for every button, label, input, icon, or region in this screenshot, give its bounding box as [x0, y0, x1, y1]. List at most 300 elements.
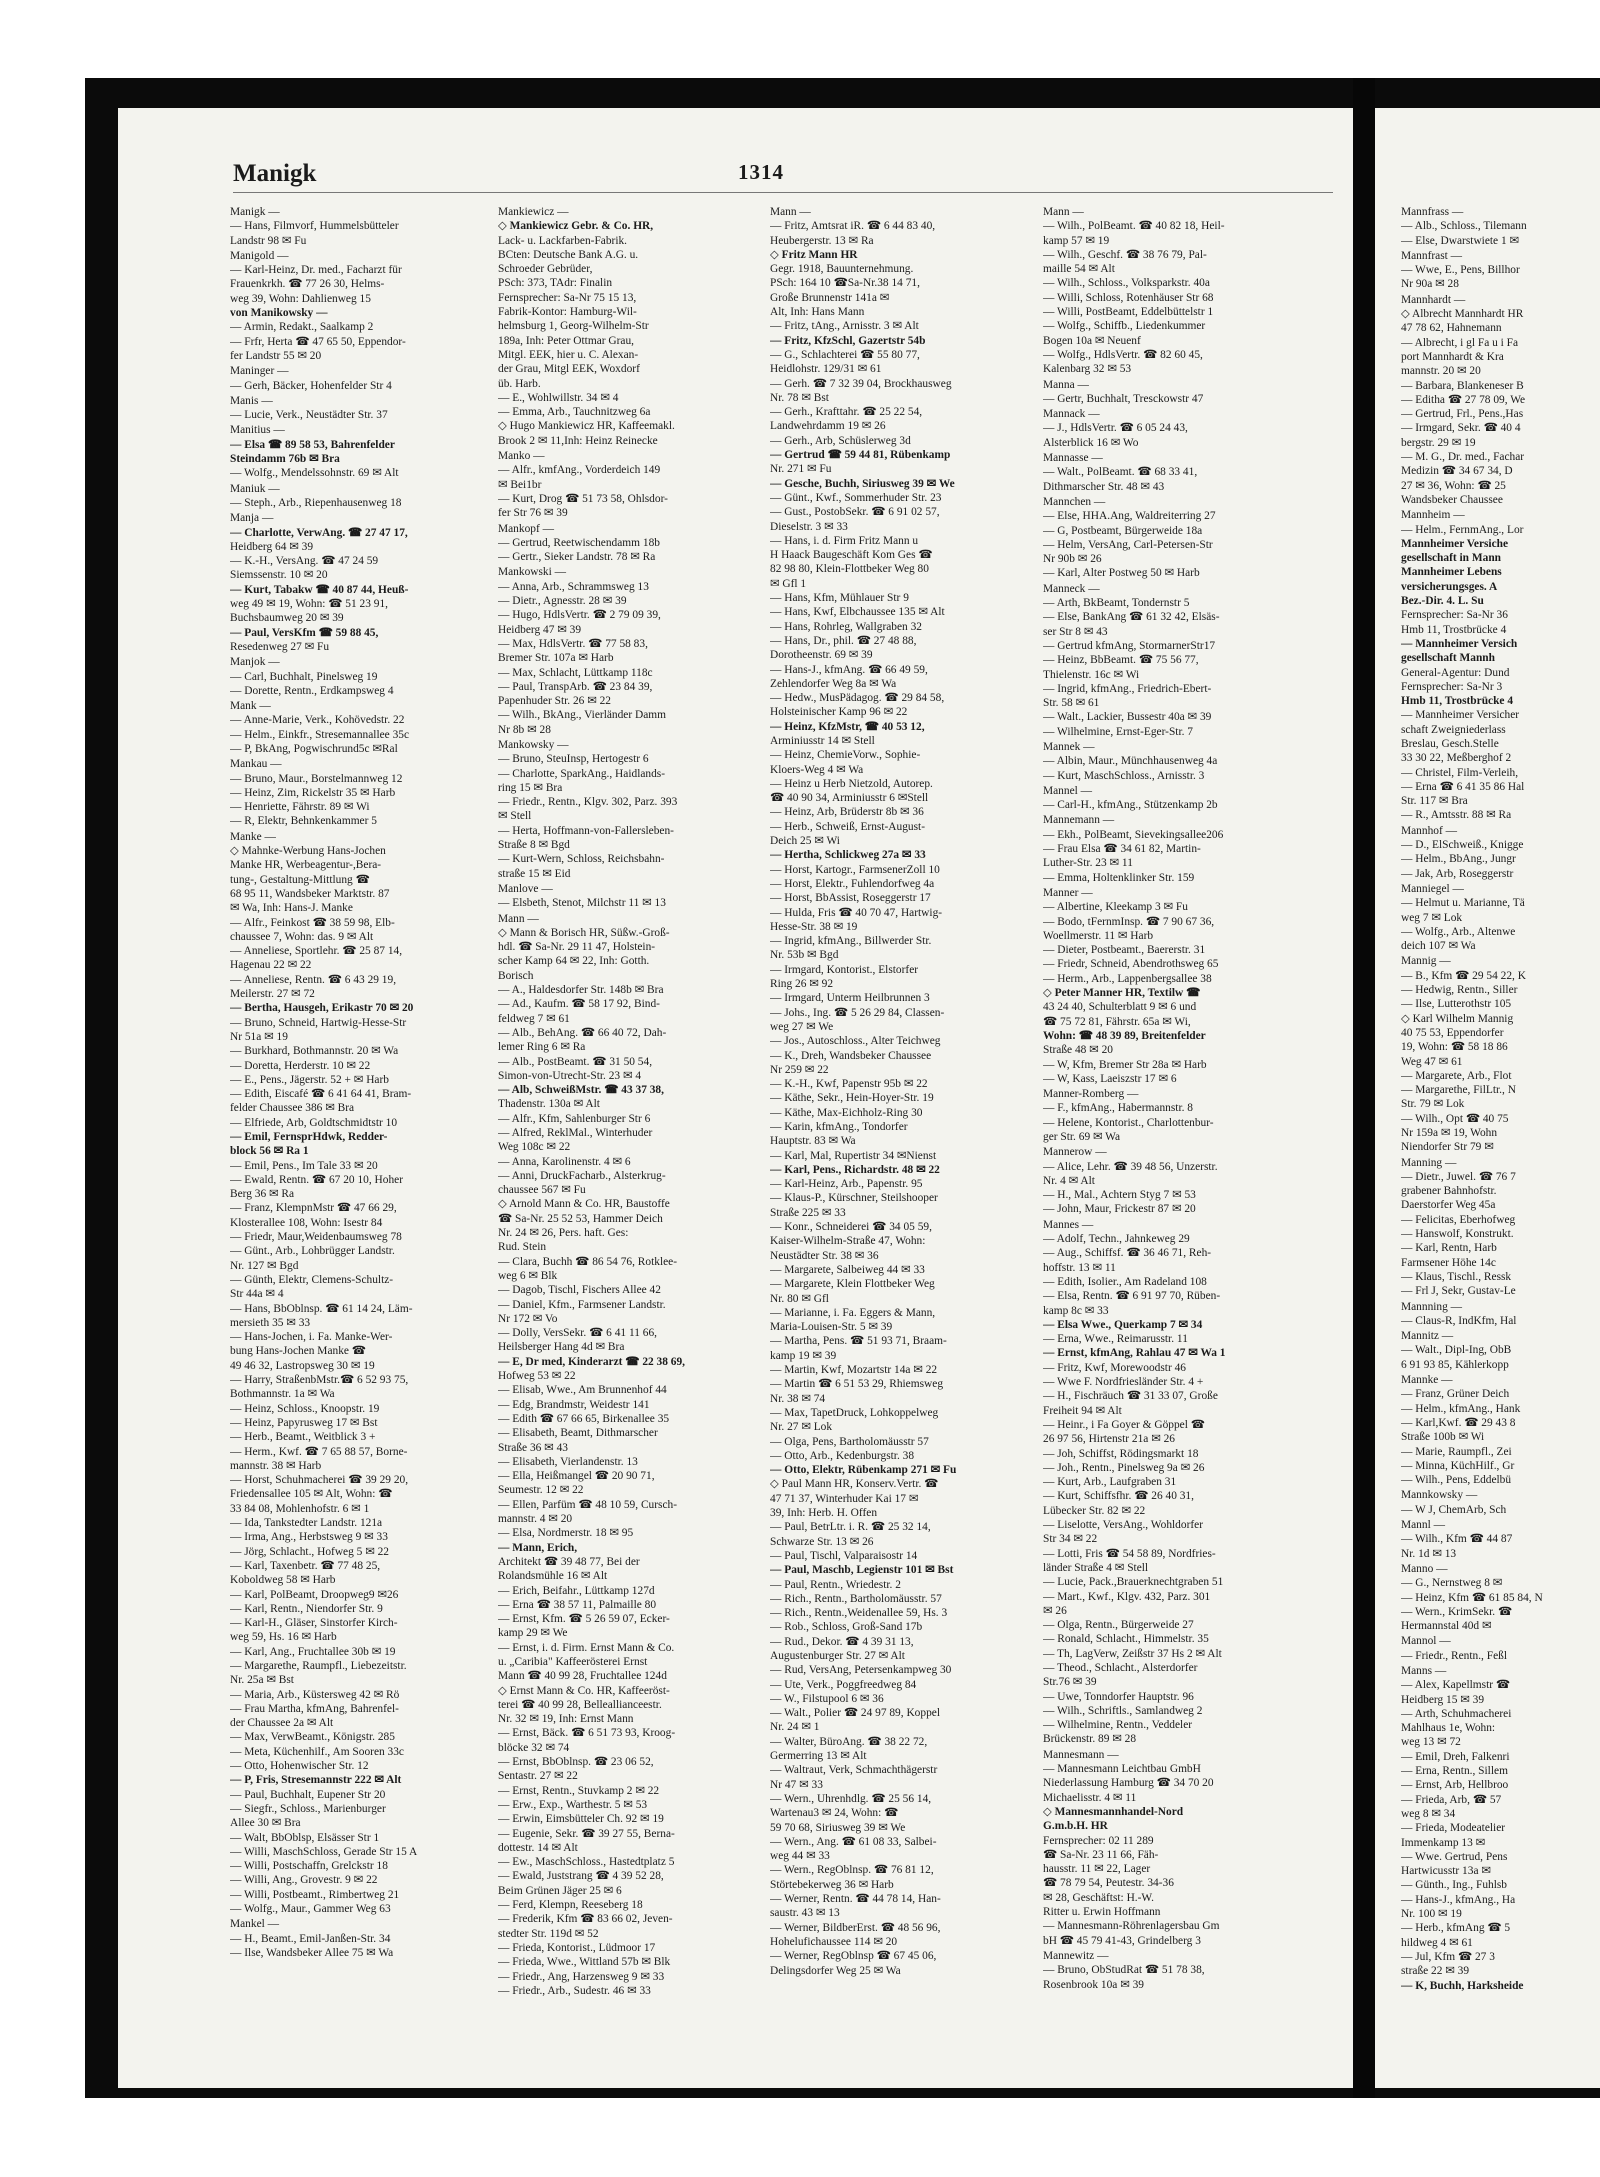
directory-entry: — Werner, Rentn. ☎ 44 78 14, Han- — [770, 1893, 941, 1906]
directory-entry: — Theod., Schlacht., Alsterdorfer — [1043, 1661, 1198, 1674]
directory-entry: Nr. 25a ✉ Bst — [230, 1674, 294, 1687]
directory-entry: — Mann, Erich, — [498, 1541, 578, 1554]
directory-entry: Luther-Str. 23 ✉ 11 — [1043, 857, 1133, 870]
directory-entry: — Heinz, BbBeamt. ☎ 75 56 77, — [1043, 654, 1199, 667]
directory-entry: — Friedr., Rentn., Klgv. 302, Parz. 393 — [498, 796, 678, 809]
directory-entry: — J., HdlsVertr. ☎ 6 05 24 43, — [1043, 422, 1188, 435]
directory-entry: chaussee 567 ✉ Fu — [498, 1184, 586, 1197]
directory-entry: — K.-H., Kwf, Papenstr 95b ✉ 22 — [770, 1078, 928, 1091]
directory-entry: Nr. 53b ✉ Bgd — [770, 949, 839, 962]
directory-entry: — Horst, BbAssist, Roseggerstr 17 — [770, 892, 931, 905]
directory-entry: gesellschaft in Mann — [1401, 552, 1501, 565]
directory-entry: — W J, ChemArb, Sch — [1401, 1503, 1507, 1516]
directory-entry: — Alfred, ReklMal., Winterhuder — [498, 1127, 653, 1139]
directory-entry: — Rob., Schloss, Groß-Sand 17b — [770, 1621, 923, 1634]
directory-entry: — Ellen, Parfüm ☎ 48 10 59, Cursch- — [498, 1498, 678, 1511]
directory-entry: — Dietr., Juwel. ☎ 76 7 — [1401, 1170, 1516, 1183]
directory-entry: — Irmgard, Sekr. ☎ 40 4 — [1401, 422, 1521, 435]
directory-entry: — Max, VerwBeamt., Königstr. 285 — [230, 1731, 395, 1744]
directory-entry: Bez.-Dir. 4. L. Su — [1401, 595, 1484, 608]
directory-entry: — Hulda, Fris ☎ 40 70 47, Hartwig- — [770, 906, 943, 919]
surname-heading: Mann — — [770, 206, 811, 218]
running-head-name: Manigk — [233, 160, 317, 187]
directory-entry: — Ernst, Bäck. ☎ 6 51 73 93, Kroog- — [498, 1727, 676, 1740]
directory-entry: — Gertrud, Reetwischendamm 18b — [498, 536, 660, 549]
surname-heading: Mannfrass — — [1401, 206, 1464, 218]
directory-entry: — Albin, Maur., Münchhausenweg 4a — [1043, 755, 1218, 768]
directory-entry: — Wilh., Pens, Eddelbü — [1401, 1474, 1512, 1487]
directory-entry: — Erna ☎ 6 41 35 86 Hal — [1401, 780, 1525, 793]
directory-entry: — Herta, Hoffmann-von-Fallersleben- — [498, 824, 674, 837]
directory-entry: — Irmgard, Kontorist., Elstorfer — [770, 963, 919, 976]
directory-entry: — Wolfg., Schiffb., Liedenkummer — [1043, 320, 1206, 333]
directory-entry: — Barbara, Blankeneser B — [1401, 379, 1524, 392]
directory-entry: saustr. 43 ✉ 13 — [770, 1907, 840, 1920]
directory-entry: Fernsprecher: Sa-Nr 36 — [1401, 609, 1508, 622]
directory-entry: gesellschaft Mannh — [1401, 652, 1495, 665]
directory-entry: — Heinr., i Fa Goyer & Göppel ☎ — [1043, 1418, 1205, 1431]
surname-heading: Mannitz — — [1401, 1330, 1454, 1343]
directory-entry: — Aug., Schiffsf. ☎ 36 46 71, Reh- — [1043, 1247, 1212, 1260]
directory-entry: — Frieda, Kontorist., Lüdmoor 17 — [498, 1941, 656, 1954]
directory-entry: — Wolfg., Mendelssohnstr. 69 ✉ Alt — [230, 467, 399, 480]
column-1 — [230, 204, 492, 2084]
directory-entry: — Ute, Verk., Poggfreedweg 84 — [770, 1678, 917, 1691]
directory-entry: — Emma, Arb., Tauchnitzweg 6a — [498, 406, 651, 419]
surname-heading: Mannning — — [1401, 1300, 1463, 1313]
directory-entry: Fernsprecher: Sa-Nr 75 15 13, — [498, 291, 637, 304]
directory-entry: — Martha, Pens. ☎ 51 93 71, Braam- — [770, 1335, 947, 1348]
surname-heading: Maninger — — [230, 365, 289, 378]
directory-entry: — Martin, Kwf, Mozartstr 14a ✉ 22 — [770, 1364, 938, 1377]
directory-entry: — Hanswolf, Konstrukt. — [1401, 1228, 1514, 1241]
surname-heading: Manigold — — [230, 249, 289, 262]
surname-heading: Manneck — — [1043, 582, 1100, 595]
directory-entry: — Herb., kfmAng ☎ 5 — [1401, 1922, 1511, 1935]
directory-entry: Thielenstr. 16c ✉ Wi — [1043, 668, 1140, 681]
directory-entry: Germerring 13 ✉ Alt — [770, 1750, 867, 1763]
directory-entry: — Max, Schlacht, Lüttkamp 118c — [498, 666, 653, 679]
directory-entry: Daerstorfer Weg 45a — [1401, 1199, 1496, 1212]
directory-entry: — Bodo, tFernmInsp. ☎ 7 90 67 36, — [1043, 915, 1215, 928]
directory-entry: — Karl, Rentn., Niendorfer Str. 9 — [230, 1602, 383, 1615]
directory-entry: Nr. 1d ✉ 13 — [1401, 1547, 1457, 1560]
directory-entry: Brook 2 ✉ 11,Inh: Heinz Reinecke — [498, 434, 658, 447]
directory-entry: — K.-H., VersAng. ☎ 47 24 59 — [230, 555, 379, 568]
directory-entry: — Wwe F. Nordfriesländer Str. 4 + — [1043, 1376, 1204, 1389]
directory-entry: Schwarze Str. 13 ✉ 26 — [770, 1535, 874, 1548]
directory-entry: — Bruno, SteuInsp, Hertogestr 6 — [498, 753, 649, 766]
directory-entry: Nr. 27 ✉ Lok — [770, 1421, 833, 1434]
directory-entry: — Otto, Arb., Kedenburgstr. 38 — [770, 1449, 915, 1462]
directory-entry: Bogen 10a ✉ Neuenf — [1043, 334, 1141, 347]
directory-entry: — Karl, Mal, Rupertistr 34 ✉Nienst — [770, 1149, 937, 1162]
directory-entry: — Ella, Heißmangel ☎ 20 90 71, — [498, 1470, 655, 1483]
directory-entry: Dorotheenstr. 69 ✉ 39 — [770, 649, 873, 662]
directory-entry: Augustenburger Str. 27 ✉ Alt — [770, 1649, 905, 1662]
directory-entry: Resedenweg 27 ✉ Fu — [230, 640, 330, 653]
directory-entry: — Adolf, Techn., Jahnkeweg 29 — [1043, 1233, 1190, 1246]
directory-entry: — Herm., Arb., Lappenbergsallee 38 — [1043, 972, 1212, 985]
directory-entry: 39, Inh: Herb. H. Offen — [770, 1507, 878, 1520]
directory-entry: Holsteinischer Kamp 96 ✉ 22 — [770, 706, 908, 719]
directory-entry: — Margarete, Arb., Flot — [1401, 1069, 1512, 1082]
directory-entry: Nr. 100 ✉ 19 — [1401, 1908, 1462, 1921]
directory-entry: — Kurt, MaschSchloss., Arnisstr. 3 — [1043, 769, 1205, 782]
directory-entry: kamp 19 ✉ 39 — [770, 1349, 837, 1362]
directory-entry: — Hertha, Schlickweg 27a ✉ 33 — [770, 849, 926, 862]
directory-entry: weg 49 ✉ 19, Wohn: ☎ 51 23 91, — [230, 598, 389, 611]
directory-entry: — Ew., MaschSchloss., Hastedtplatz 5 — [498, 1856, 675, 1869]
directory-entry: — Siegfr., Schloss., Marienburger — [230, 1802, 386, 1815]
directory-entry: Nr. 38 ✉ 74 — [770, 1392, 826, 1405]
directory-entry: schaft Zweigniederlass — [1401, 723, 1506, 736]
directory-entry: Mahlhaus 1e, Wohn: — [1401, 1722, 1496, 1735]
directory-entry: — Frieda, Arb, ☎ 57 — [1401, 1793, 1502, 1806]
directory-entry: — W, Kass, Laeiszstr 17 ✉ 6 — [1043, 1072, 1177, 1085]
directory-entry: kamp 29 ✉ We — [498, 1627, 568, 1640]
directory-entry: — Daniel, Kfm., Farmsener Landstr. — [498, 1298, 666, 1311]
directory-entry: ◇ Hugo Mankiewicz HR, Kaffeemakl. — [498, 420, 675, 433]
directory-entry: tung-, Gestaltung-Mittlung ☎ — [230, 873, 370, 886]
directory-entry: — Anni, DruckFacharb., Alsterkrug- — [498, 1169, 666, 1182]
directory-entry: — Erna, Wwe., Reimarusstr. 11 — [1043, 1333, 1188, 1346]
directory-entry: — Fritz, KfzSchl, Gazertstr 54b — [770, 334, 926, 347]
directory-entry: Buchsbaumweg 20 ✉ 39 — [230, 612, 344, 625]
directory-entry: — Charlotte, VerwAng. ☎ 27 47 17, — [230, 526, 408, 539]
directory-entry: — Herb., Schweiß, Ernst-August- — [770, 820, 926, 833]
directory-entry: — Karl, Pens., Richardstr. 48 ✉ 22 — [770, 1163, 940, 1176]
directory-entry: ◇ Peter Manner HR, Textilw ☎ — [1043, 987, 1201, 1000]
surname-heading: Maniuk — — [230, 482, 280, 495]
directory-entry: — Alfr., kmfAng., Vorderdeich 149 — [498, 464, 661, 477]
directory-entry: Michaelisstr. 4 ✉ 11 — [1043, 1791, 1137, 1804]
directory-entry: — Dagob, Tischl, Fischers Allee 42 — [498, 1284, 661, 1297]
directory-entry: der Chaussee 2a ✉ Alt — [230, 1717, 334, 1730]
directory-entry: — Hans, Kwf, Elbchaussee 135 ✉ Alt — [770, 606, 945, 619]
header-rule — [233, 192, 1333, 193]
directory-entry: 47 78 62, Hahnemann — [1401, 322, 1502, 335]
directory-entry: — Gerh. ☎ 7 32 39 04, Brockhausweg — [770, 377, 952, 390]
surname-heading: Manja — — [230, 512, 274, 525]
directory-entry: Nr 159a ✉ 19, Wohn — [1401, 1127, 1498, 1139]
directory-entry: — Hans-J., kfmAng., Ha — [1401, 1893, 1516, 1906]
directory-entry: straße 22 ✉ 39 — [1401, 1965, 1470, 1978]
directory-entry: grabener Bahnhofstr. — [1401, 1185, 1497, 1198]
directory-entry: Maria-Louisen-Str. 5 ✉ 39 — [770, 1321, 893, 1334]
directory-entry: weg 7 ✉ Lok — [1401, 911, 1463, 924]
directory-entry: — H., Beamt., Emil-Janßen-Str. 34 — [230, 1932, 391, 1945]
directory-entry: fer Landstr 55 ✉ 20 — [230, 349, 322, 362]
directory-entry: Str. 58 ✉ 61 — [1043, 697, 1100, 710]
directory-entry: — Emil, Dreh, Falkenri — [1401, 1750, 1510, 1763]
directory-entry: 33 84 08, Mohlenhofstr. 6 ✉ 1 — [230, 1502, 370, 1515]
directory-entry: — Wwe, E., Pens, Billhor — [1401, 264, 1520, 277]
directory-entry: Gegr. 1918, Bauunternehmung. — [770, 263, 914, 276]
page-number: 1314 — [738, 160, 784, 184]
directory-entry: — Ad., Kaufm. ☎ 58 17 92, Bind- — [498, 998, 660, 1011]
directory-entry: — Wilhelmine, Rentn., Veddeler — [1043, 1719, 1193, 1732]
directory-entry: — Heinz, Kfm ☎ 61 85 84, N — [1401, 1591, 1543, 1604]
directory-entry: — Mannesmann-Röhrenlagersbau Gm — [1043, 1920, 1220, 1933]
directory-entry: — Hans-Jochen, i. Fa. Manke-Wer- — [230, 1331, 393, 1344]
directory-entry: Rolandsmühle 16 ✉ Alt — [498, 1570, 608, 1583]
directory-entry: — Carl-H., kfmAng., Stützenkamp 2b — [1043, 799, 1218, 812]
directory-entry: — Felicitas, Eberhofweg — [1401, 1213, 1516, 1226]
directory-entry: — Klaus, Tischl., Ressk — [1401, 1270, 1512, 1283]
directory-entry: — Käthe, Sekr., Hein-Hoyer-Str. 19 — [770, 1092, 934, 1105]
directory-entry: Str. 117 ✉ Bra — [1401, 795, 1468, 808]
directory-entry: — Ferd, Klempn, Reeseberg 18 — [498, 1899, 643, 1912]
directory-entry: — Irma, Ang., Herbstsweg 9 ✉ 33 — [230, 1531, 388, 1544]
directory-entry: Medizin ☎ 34 67 34, D — [1401, 465, 1513, 478]
directory-entry: — Karl, Taxenbetr. ☎ 77 48 25, — [230, 1559, 381, 1572]
directory-entry: — R, Elektr, Behnkenkammer 5 — [230, 815, 377, 828]
directory-entry: — Ernst, kfmAng, Rahlau 47 ✉ Wa 1 — [1043, 1347, 1226, 1360]
directory-entry: ◇ Fritz Mann HR — [770, 248, 858, 261]
directory-entry: Nr. 24 ✉ 26, Pers. haft. Ges: — [498, 1227, 629, 1240]
directory-entry: — Margarethe, Raumpfl., Liebezeitstr. — [230, 1659, 407, 1672]
directory-entry: — Lucie, Pack.,Brauerknechtgraben 51 — [1043, 1576, 1224, 1589]
directory-entry: Straße 225 ✉ 33 — [770, 1206, 846, 1219]
directory-entry: weg 39, Wohn: Dahlienweg 15 — [230, 292, 371, 305]
directory-entry: — Gertrud, Frl., Pens.,Has — [1401, 408, 1524, 421]
directory-entry: — Elisabeth, Beamt, Dithmarscher — [498, 1427, 658, 1440]
directory-entry: — Karl, Alter Postweg 50 ✉ Harb — [1043, 567, 1200, 580]
directory-entry: block 56 ✉ Ra 1 — [230, 1145, 309, 1158]
directory-entry: — Wern., KrimSekr. ☎ — [1401, 1605, 1513, 1618]
directory-entry: — Gerh., Krafttahr. ☎ 25 22 54, — [770, 406, 923, 419]
directory-entry: — Walt, BbOblsp, Elsässer Str 1 — [230, 1831, 380, 1844]
surname-heading: Mannheim — — [1401, 509, 1465, 522]
directory-entry: stedter Str. 119d ✉ 52 — [498, 1927, 599, 1940]
directory-entry: — Rich., Rentn.,Weidenallee 59, Hs. 3 — [770, 1607, 948, 1620]
directory-entry: — Walter, BüroAng. ☎ 38 22 72, — [770, 1735, 928, 1748]
directory-entry: — Kurt-Wern, Schloss, Reichsbahn- — [498, 853, 665, 866]
directory-entry: Landstr 98 ✉ Fu — [230, 234, 307, 247]
directory-entry: — Clara, Buchh ☎ 86 54 76, Rotklee- — [498, 1255, 678, 1268]
directory-entry: Nr. 271 ✉ Fu — [770, 463, 832, 476]
directory-entry: — Wilh., Schloss., Volksparkstr. 40a — [1043, 277, 1210, 290]
directory-entry: — Karl-Heinz, Arb., Papenstr. 95 — [770, 1178, 923, 1191]
surname-heading: Mankau — — [230, 758, 282, 771]
directory-entry: — B., Kfm ☎ 29 54 22, K — [1401, 969, 1526, 982]
directory-entry: — Margarethe, FilLtr., N — [1401, 1084, 1516, 1097]
directory-entry: ◇ Mahnke-Werbung Hans-Jochen — [230, 845, 386, 858]
directory-entry: ◇ Albrecht Mannhardt HR — [1401, 308, 1524, 321]
directory-entry: kamp 8c ✉ 33 — [1043, 1304, 1109, 1317]
directory-entry: Nr. 80 ✉ Gfl — [770, 1292, 829, 1305]
directory-entry: länder Straße 4 ✉ Stell — [1043, 1561, 1149, 1574]
directory-entry: — Günth., Ing., Fuhlsb — [1401, 1879, 1508, 1892]
directory-entry: — Ronald, Schlacht., Himmelstr. 35 — [1043, 1633, 1209, 1646]
directory-entry: — Waltraut, Verk, Schmachthägerstr — [770, 1764, 938, 1777]
directory-entry: Hauptstr. 83 ✉ Wa — [770, 1135, 856, 1148]
directory-entry: Str 44a ✉ 4 — [230, 1288, 284, 1301]
directory-entry: Rosenbrook 10a ✉ 39 — [1043, 1978, 1144, 1991]
directory-entry: — Franz, KlempnMstr ☎ 47 66 29, — [230, 1202, 397, 1215]
directory-entry: — Wern., RegOblnsp. ☎ 76 81 12, — [770, 1864, 934, 1877]
directory-entry: — Claus-R, IndKfm, Hal — [1401, 1314, 1517, 1327]
directory-entry: Heilsberger Hang 4d ✉ Bra — [498, 1341, 625, 1354]
directory-entry: — Else, HHA.Ang, Waldreiterring 27 — [1043, 510, 1216, 523]
directory-entry: Friedensallee 105 ✉ Alt, Wohn: ☎ — [230, 1488, 393, 1501]
directory-entry: Berg 36 ✉ Ra — [230, 1188, 295, 1201]
directory-entry: — Margarete, Salbeiweg 44 ✉ 33 — [770, 1263, 925, 1276]
surname-heading: Mannchen — — [1043, 495, 1106, 508]
directory-entry: — Karl, Rentn, Harb — [1401, 1242, 1497, 1255]
directory-entry: ✉ Wa, Inh: Hans-J. Manke — [230, 902, 353, 915]
directory-entry: ◇ Mankiewicz Gebr. & Co. HR, — [498, 220, 654, 233]
directory-entry: — Horst, Schuhmacherei ☎ 39 29 20, — [230, 1474, 409, 1487]
directory-entry: Farmsener Höhe 14c — [1401, 1256, 1496, 1269]
directory-entry: — Hugo, HdlsVertr. ☎ 2 79 09 39, — [498, 609, 661, 622]
directory-entry: — Werner, RegOblnsp ☎ 67 45 06, — [770, 1950, 937, 1963]
directory-entry: Straße 8 ✉ Bgd — [498, 839, 570, 852]
directory-entry: — Carl, Buchhalt, Pinelsweg 19 — [230, 670, 378, 683]
directory-entry: — Gertr, Buchhalt, Tresckowstr 47 — [1043, 392, 1204, 405]
directory-entry: — Emil, Pens., Im Tale 33 ✉ 20 — [230, 1159, 378, 1172]
directory-entry: Nr 47 ✉ 33 — [770, 1778, 823, 1791]
directory-entry: 68 95 11, Wandsbeker Marktstr. 87 — [230, 887, 390, 900]
directory-entry: Nr 90a ✉ 28 — [1401, 278, 1459, 291]
directory-entry: — Frau Martha, kfmAng, Bahrenfel- — [230, 1702, 399, 1715]
directory-entry: — G., Schlachterei ☎ 55 80 77, — [770, 348, 920, 361]
directory-entry: Arminiusstr 14 ✉ Stell — [770, 734, 875, 747]
directory-entry: — Erich, Beifahr., Lüttkamp 127d — [498, 1584, 655, 1597]
directory-entry: — Mart., Kwf., Klgv. 432, Parz. 301 — [1043, 1590, 1211, 1603]
directory-entry: — Walt., Dipl-Ing, ObB — [1401, 1344, 1512, 1357]
directory-entry: — Helmut u. Marianne, Tä — [1401, 897, 1525, 910]
directory-entry: — Christel, Film-Verleih, — [1401, 766, 1519, 779]
directory-entry: — John, Maur, Frickestr 87 ✉ 20 — [1043, 1203, 1196, 1216]
directory-entry: — Hans, Filmvorf, Hummelsbütteler — [230, 220, 399, 233]
surname-heading: Mannewitz — — [1043, 1949, 1109, 1962]
directory-entry: — Heinz, ChemieVorw., Sophie- — [770, 749, 921, 762]
surname-heading: Mannesmann — — [1043, 1748, 1119, 1761]
directory-entry: weg 6 ✉ Blk — [498, 1269, 558, 1282]
directory-entry: — Edith ☎ 67 66 65, Birkenallee 35 — [498, 1412, 670, 1425]
surname-heading: Mannes — — [1043, 1218, 1094, 1231]
directory-entry: Wartenau3 ✉ 24, Wohn: ☎ — [770, 1807, 899, 1820]
directory-entry: Schroeder Gebrüder, — [498, 263, 593, 276]
directory-entry: — Willi, Ang., Grovestr. 9 ✉ 22 — [230, 1874, 378, 1887]
directory-entry: — Heinz, Arb, Brüderstr 8b ✉ 36 — [770, 806, 924, 819]
directory-entry: — Klaus-P., Kürschner, Steilshooper — [770, 1192, 938, 1205]
directory-entry: üb. Harb. — [498, 377, 541, 390]
directory-entry: Frauenkrkh. ☎ 77 26 30, Helms- — [230, 278, 385, 291]
directory-entry: ser Str 8 ✉ 43 — [1043, 625, 1108, 638]
directory-entry: — Joh, Schiffst, Rödingsmarkt 18 — [1043, 1447, 1199, 1460]
directory-entry: — Helm., Einkfr., Stresemannallee 35c — [230, 728, 410, 741]
directory-entry: — Heinz, KfzMstr, ☎ 40 53 12, — [770, 720, 925, 733]
directory-entry: Lübecker Str. 82 ✉ 22 — [1043, 1504, 1146, 1517]
directory-entry: — Karl-H., Gläser, Sinstorfer Kirch- — [230, 1617, 398, 1630]
surname-heading: Manner-Romberg — — [1043, 1088, 1139, 1101]
directory-entry: Rud. Stein — [498, 1241, 547, 1254]
directory-entry: — Else, BankAng ☎ 61 32 42, Elsäs- — [1043, 611, 1220, 624]
surname-heading: Manniegel — — [1401, 882, 1464, 895]
directory-entry: Hmb 11, Trostbrücke 4 — [1401, 695, 1514, 708]
directory-entry: 27 ✉ 36, Wohn: ☎ 25 — [1401, 479, 1506, 492]
directory-entry: — Marianne, i. Fa. Eggers & Mann, — [770, 1306, 936, 1319]
directory-entry: — Karl-Heinz, Dr. med., Facharzt für — [230, 264, 402, 277]
directory-entry: — G, Postbeamt, Bürgerweide 18a — [1043, 524, 1203, 537]
directory-entry: terei ☎ 40 99 28, Belleallianceestr. — [498, 1698, 662, 1711]
surname-heading: Mankowski — — [498, 566, 567, 579]
directory-entry: ◇ Arnold Mann & Co. HR, Baustoffe — [498, 1198, 670, 1211]
directory-entry: — Ernst, BbOblnsp. ☎ 23 06 52, — [498, 1756, 654, 1769]
directory-entry: hoffstr. 13 ✉ 11 — [1043, 1261, 1116, 1274]
directory-entry: — Friedr., Rentn., Feßl — [1401, 1649, 1507, 1662]
directory-entry: — F., kfmAng., Habermannstr. 8 — [1043, 1102, 1193, 1115]
directory-entry: — Armin, Redakt., Saalkamp 2 — [230, 321, 374, 334]
directory-entry: Hmb 11, Trostbrücke 4 — [1401, 623, 1507, 636]
directory-entry: Straße 100b ✉ Wi — [1401, 1431, 1485, 1444]
directory-entry: 49 46 32, Lastropsweg 30 ✉ 19 — [230, 1359, 375, 1372]
directory-entry: — Wolfg., Arb., Altenwe — [1401, 925, 1516, 938]
directory-entry: — Paul, VersKfm ☎ 59 88 45, — [230, 626, 379, 639]
directory-entry: — Frfr, Herta ☎ 47 65 50, Eppendor- — [230, 335, 406, 348]
surname-heading: Mank — — [230, 700, 271, 713]
directory-entry: — Paul, TranspArb. ☎ 23 84 39, — [498, 680, 653, 693]
directory-entry: Seumestr. 12 ✉ 22 — [498, 1484, 584, 1497]
surname-heading: Manning — — [1401, 1156, 1457, 1169]
directory-entry: — Gertr., Sieker Landstr. 78 ✉ Ra — [498, 551, 656, 564]
directory-entry: — Paul, Buchhalt, Eupener Str 20 — [230, 1788, 386, 1801]
directory-entry: Brückenstr. 89 ✉ 28 — [1043, 1733, 1137, 1746]
directory-entry: ◇ Karl Wilhelm Mannig — [1401, 1012, 1514, 1025]
directory-entry: bH ☎ 45 79 41-43, Grindelberg 3 — [1043, 1934, 1201, 1947]
directory-entry: Nr. 127 ✉ Bgd — [230, 1259, 299, 1272]
directory-entry: — D., ElSchweiß., Knigge — [1401, 839, 1524, 852]
directory-entry: — Friedr., Ang, Harzensweg 9 ✉ 33 — [498, 1970, 665, 1983]
directory-entry: — Anna, Arb., Schrammsweg 13 — [498, 580, 649, 593]
directory-entry: — Emil, FernsprHdwk, Redder- — [230, 1131, 388, 1143]
directory-entry: — Frieda, Modeatelier — [1401, 1822, 1506, 1835]
surname-heading: Mankowsky — — [498, 738, 569, 751]
directory-entry: — Burkhard, Bothmannstr. 20 ✉ Wa — [230, 1045, 399, 1058]
directory-entry: Heubergerstr. 13 ✉ Ra — [770, 234, 874, 247]
directory-entry: Papenhuder Str. 26 ✉ 22 — [498, 695, 611, 708]
surname-heading: Mannek — — [1043, 740, 1095, 753]
directory-entry: — Elsa Wwe., Querkamp 7 ✉ 34 — [1043, 1318, 1203, 1331]
directory-entry: Wohn: ☎ 48 39 89, Breitenfelder — [1043, 1029, 1206, 1042]
directory-entry: — Willi, MaschSchloss, Gerade Str 15 A — [230, 1845, 418, 1858]
directory-entry: Dieselstr. 3 ✉ 33 — [770, 520, 848, 533]
directory-entry: ◇ Paul Mann HR, Konserv.Vertr. ☎ — [770, 1478, 939, 1491]
surname-heading: Manko — — [498, 450, 545, 463]
directory-entry: ✉ Bei1br — [498, 478, 542, 491]
directory-entry: 40 75 53, Eppendorfer — [1401, 1026, 1504, 1039]
directory-entry: — Frau Elsa ☎ 34 61 82, Martin- — [1043, 843, 1201, 856]
directory-entry: — Hans, i. d. Firm Fritz Mann u — [770, 534, 919, 547]
directory-entry: Heidberg 15 ✉ 39 — [1401, 1693, 1485, 1706]
directory-entry: Nr. 24 ✉ 1 — [770, 1721, 820, 1734]
directory-entry: Fabrik-Kontor: Hamburg-Wil- — [498, 306, 637, 319]
directory-entry: Bremer Str. 107a ✉ Harb — [498, 652, 614, 665]
directory-entry: 59 70 68, Siriusweg 39 ✉ We — [770, 1821, 906, 1834]
directory-entry: — R., Amtsstr. 88 ✉ Ra — [1401, 809, 1512, 822]
surname-heading: Mannfrast — — [1401, 249, 1463, 262]
directory-entry: — Jak, Arb, Roseggerstr — [1401, 867, 1514, 880]
directory-entry: ☎ 78 79 54, Peutestr. 34-36 — [1043, 1877, 1174, 1890]
directory-entry: mersieth 35 ✉ 33 — [230, 1316, 311, 1329]
directory-entry: Kalenbarg 32 ✉ 53 — [1043, 363, 1132, 376]
directory-entry: Str. 79 ✉ Lok — [1401, 1098, 1465, 1111]
directory-entry: — Edith, Eiscafé ☎ 6 41 64 41, Bram- — [230, 1088, 412, 1101]
directory-entry: — Friedr, Schneid, Abendrothsweg 65 — [1043, 958, 1219, 971]
